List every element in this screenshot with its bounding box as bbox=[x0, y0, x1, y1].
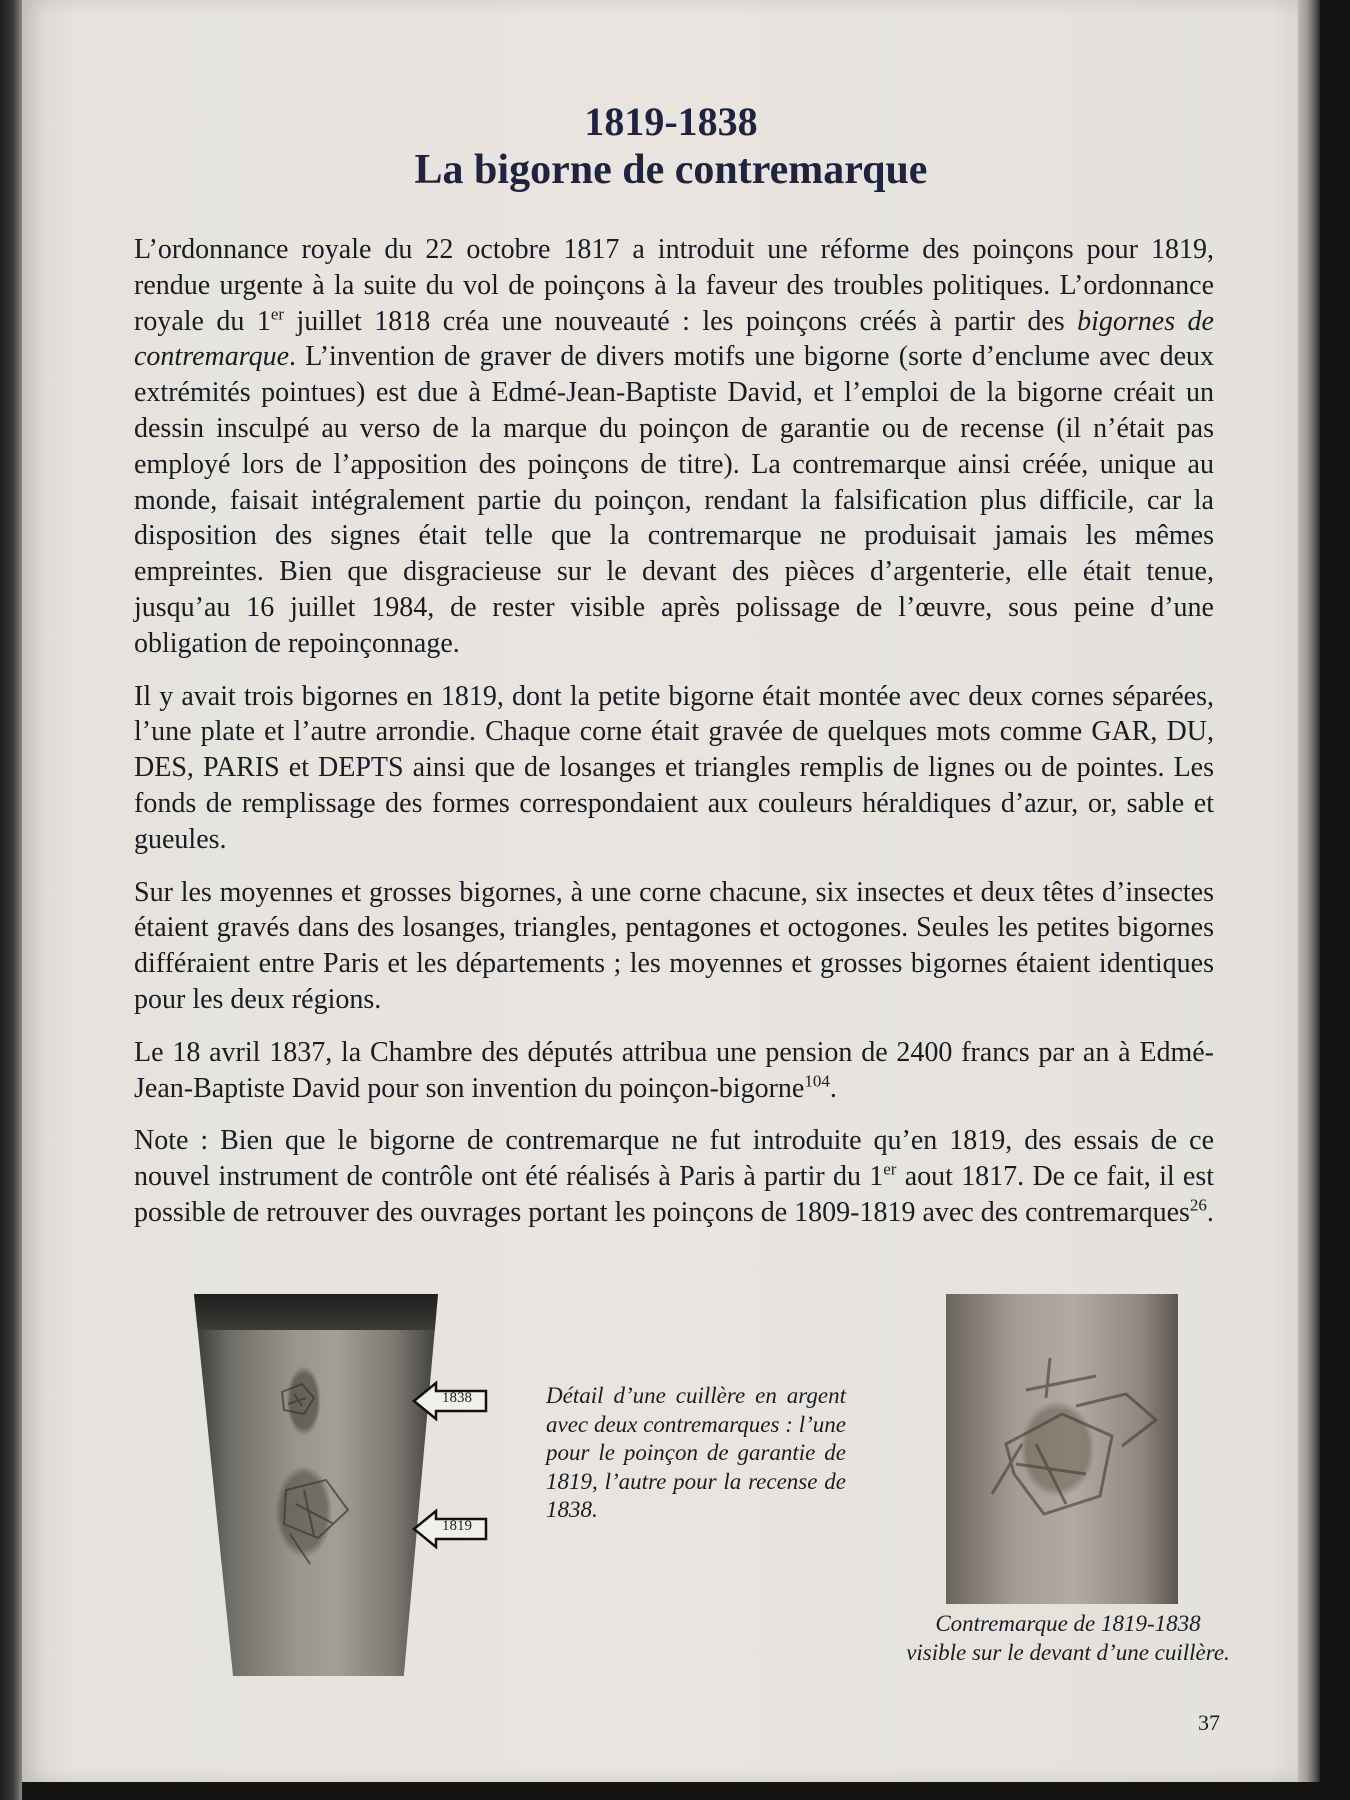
right-caption-line-2: visible sur le devant d’une cuillère. bbox=[906, 1639, 1230, 1665]
right-figure-caption bbox=[858, 1610, 1278, 1667]
footnote-ref-104: 104 bbox=[804, 1071, 830, 1091]
paragraph-1-text-c: . L’invention de graver de divers motifs une bigorne (sorte d’enclume avec deux extrémités pointues) est due à Edmé-Jean-Baptiste David, et l’emploi de la bigorne créait un dessin insculpé au verso de la marque du poinçon de garantie ou de recense (il n’était pas employé lors de l’apposition des poinçons de titre). La contremarque ainsi créée, unique au monde, faisait intégralement partie du poinçon, rendant la falsification plus difficile, car la disposition des signes était telle que la contremarque ne produisait jamais les mêmes empreintes. Bien que disgracieuse sur le devant des pièces d’argenterie, elle était tenue, jusqu’au 16 juillet 1984, de rester visible après polissage de l’œuvre, sous peine d’une obligation de repoinçonnage. bbox=[134, 341, 1214, 659]
tag-label-1838: 1838 bbox=[442, 1390, 472, 1406]
contremarque-drawing bbox=[946, 1294, 1178, 1604]
superscript-er-2: er bbox=[883, 1159, 897, 1179]
paragraph-3: Sur les moyennes et grosses bigornes, à une corne chacune, six insectes et deux têtes d’insectes étaient gravés dans des losanges, triangles, pentagones et octogones. Seules les petites bigornes différaient entre Paris et les départements ; les moyennes et grosses bigornes étaient identiques pour les deux régions. bbox=[134, 876, 1214, 1015]
paragraph-4 bbox=[134, 1035, 1214, 1107]
paragraph-2: Il y avait trois bigornes en 1819, dont la petite bigorne était montée avec deux cornes séparées, l’une plate et l’autre arrondie. Chaque corne était gravée de quelques mots comme GAR, DU, DES, PARIS et DEPTS ainsi que de losanges et triangles remplis de lignes ou de pointes. Les fonds de remplissage des formes correspondaient aux couleurs héraldiques d’azur, or, sable et gueules. bbox=[134, 680, 1214, 855]
paragraph-5 bbox=[134, 1123, 1214, 1230]
spoon-marks-drawing bbox=[194, 1294, 438, 1676]
paragraph-5-text-b: aout 1817. De ce fait, il est possible de retrouver des ouvrages portant les poinçons de 1809-1819 avec des contremarques bbox=[134, 1161, 1214, 1228]
page-title-subtitle: La bigorne de contremarque bbox=[414, 147, 928, 193]
right-caption-line-1: Contremarque de 1819-1838 bbox=[935, 1611, 1201, 1636]
book-page bbox=[22, 0, 1320, 1782]
paragraph-4-text-a: Le 18 avril 1837, la Chambre des députés attribua une pension de 2400 francs par an à Edmé-Jean-Baptiste David pour son invention du poinçon-bigorne bbox=[134, 1036, 1214, 1104]
paragraph-1-text-b: juillet 1818 créa une nouveauté : les poinçons créés à partir des bbox=[284, 305, 1078, 337]
page-number: 37 bbox=[1198, 1710, 1220, 1735]
paragraph-4-text-b: . bbox=[829, 1072, 837, 1104]
paragraph-5-text-c: . bbox=[1206, 1196, 1214, 1228]
paragraph-1-text-a: L’ordonnance royale du 22 octobre 1817 a introduit une réforme des poinçons pour 1819, rendue urgente à la suite du vol de poinçons à la faveur des troubles politiques. L’ordonnance royale du 1 bbox=[134, 234, 1214, 337]
superscript-er: er bbox=[270, 304, 285, 324]
book-spine bbox=[0, 0, 22, 1800]
page-edge bbox=[1298, 0, 1320, 1782]
tag-label-1819: 1819 bbox=[442, 1518, 472, 1534]
body-text bbox=[134, 232, 1214, 1248]
left-figure-caption: Détail d’une cuillère en argent avec deux contremarques : l’une pour le poinçon de garantie de 1819, l’autre pour la recense de 1838. bbox=[546, 1383, 846, 1522]
paragraph-1 bbox=[134, 232, 1214, 662]
spoon-detail-photo bbox=[194, 1294, 438, 1676]
arrow-tag-1838 bbox=[412, 1380, 488, 1422]
contremarque-photo bbox=[946, 1294, 1178, 1604]
page-title-year: 1819-1838 bbox=[584, 99, 758, 144]
arrow-tag-1819 bbox=[412, 1508, 488, 1550]
footnote-ref-26: 26 bbox=[1189, 1195, 1207, 1215]
italic-term: bigornes de contremarque bbox=[134, 305, 1214, 373]
paragraph-5-text-a: Note : Bien que le bigorne de contremarque ne fut introduite qu’en 1819, des essais de ce nouvel instrument de contrôle ont été réalisés à Paris à partir du 1 bbox=[134, 1125, 1214, 1193]
